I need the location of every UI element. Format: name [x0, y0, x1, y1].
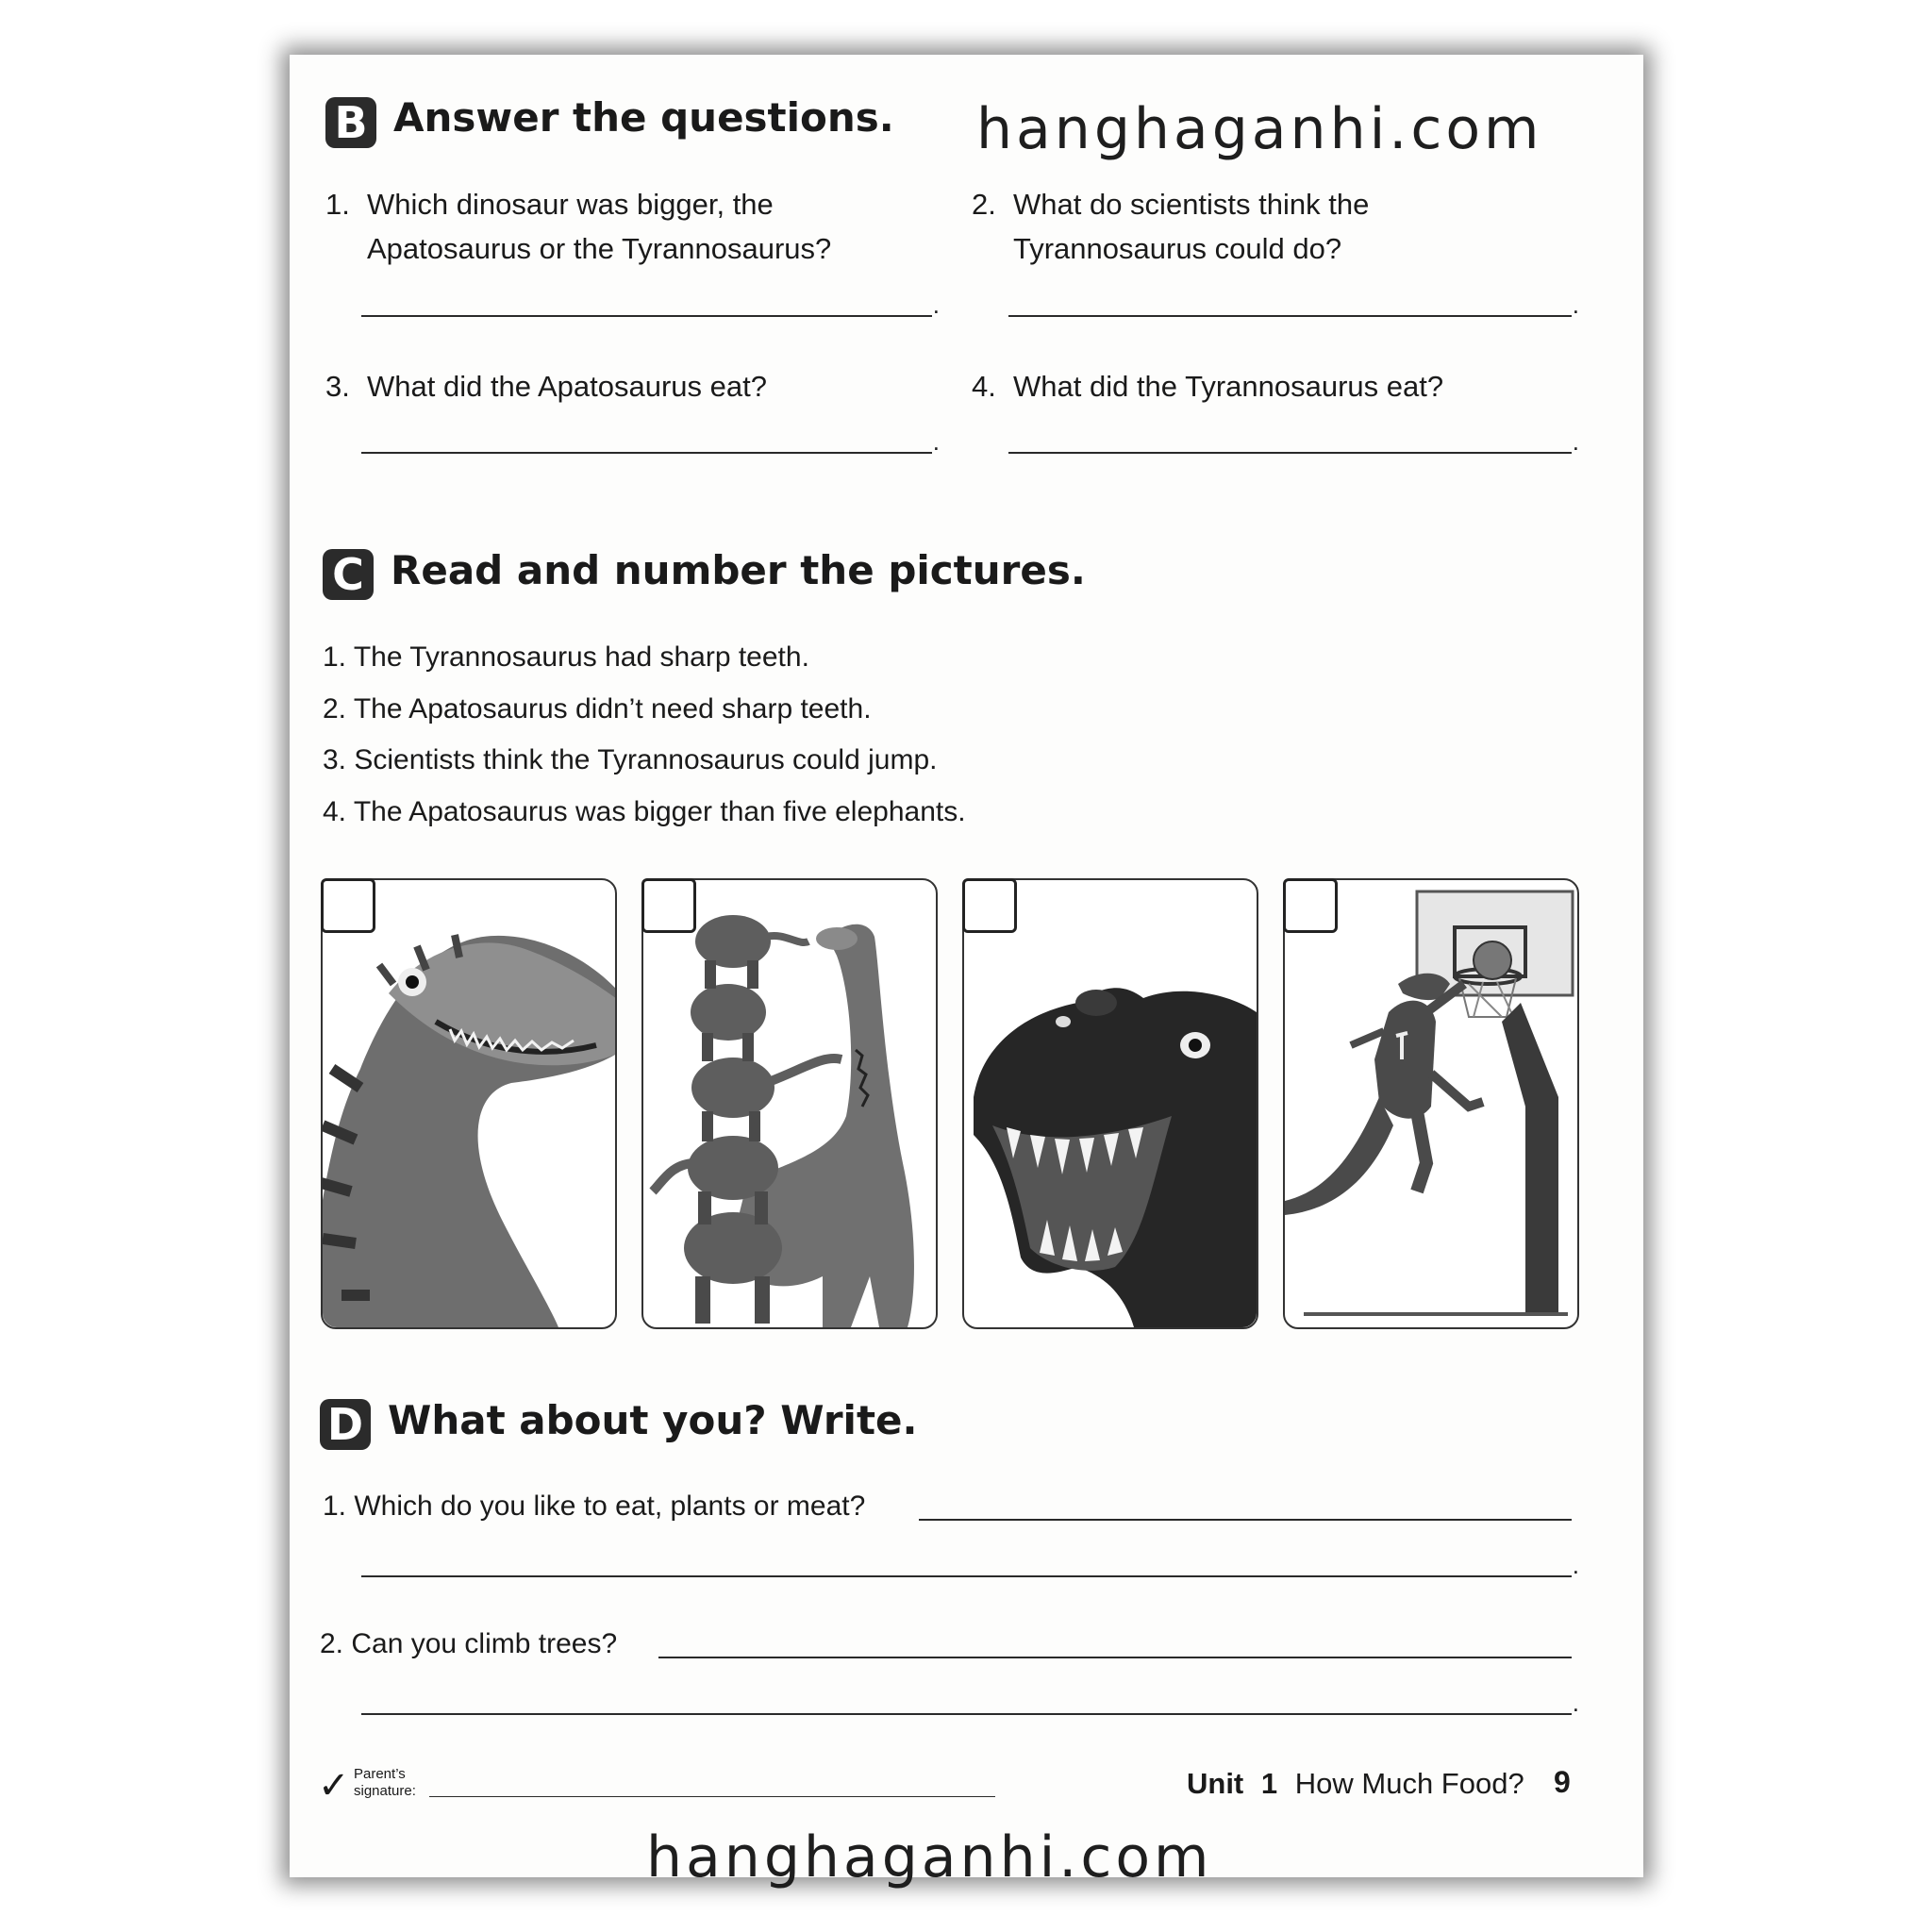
number-box-3[interactable]: [962, 878, 1017, 933]
sentence-c2: 2. The Apatosaurus didn’t need sharp teeth.: [323, 693, 872, 724]
picture-panel-2: [641, 878, 938, 1329]
unit-footer: Unit 1 How Much Food?: [1187, 1767, 1524, 1800]
question-d2: 2. Can you climb trees?: [320, 1628, 618, 1659]
answer-line-b4[interactable]: [1008, 452, 1572, 454]
number-box-1[interactable]: [321, 878, 375, 933]
question-b1: 1. Which dinosaur was bigger, the Apatosaurus or the Tyrannosaurus?: [325, 188, 832, 265]
tyrannosaurus-teeth-image: [964, 880, 1257, 1327]
answer-line-d2b[interactable]: [361, 1713, 1572, 1715]
section-b-title: Answer the questions.: [393, 94, 894, 141]
answer-line-b2[interactable]: [1008, 315, 1572, 317]
section-d-badge: D: [320, 1399, 371, 1450]
answer-line-b3[interactable]: [361, 452, 932, 454]
answer-line-d2a[interactable]: [658, 1657, 1572, 1658]
answer-line-d1b[interactable]: [361, 1575, 1572, 1577]
picture-panel-4: [1283, 878, 1579, 1329]
picture-panel-1: [321, 878, 617, 1329]
watermark-top: hanghaganhi.com: [976, 96, 1543, 162]
signature-label: Parent’s signature:: [354, 1766, 416, 1799]
watermark-bottom: hanghaganhi.com: [646, 1824, 1213, 1890]
section-b-badge: B: [325, 97, 376, 148]
question-b3: 3. What did the Apatosaurus eat?: [325, 370, 767, 403]
answer-line-d1a[interactable]: [919, 1519, 1572, 1521]
section-c-badge: C: [323, 549, 374, 600]
signature-line[interactable]: [429, 1796, 995, 1797]
number-box-4[interactable]: [1283, 878, 1338, 933]
apatosaurus-head-image: [323, 880, 615, 1327]
sentence-c4: 4. The Apatosaurus was bigger than five elephants.: [323, 796, 966, 827]
picture-panel-3: [962, 878, 1258, 1329]
question-b4: 4. What did the Tyrannosaurus eat?: [972, 370, 1444, 403]
answer-line-b1[interactable]: [361, 315, 932, 317]
tyrannosaurus-basketball-image: [1285, 880, 1577, 1327]
section-c-title: Read and number the pictures.: [391, 547, 1086, 593]
worksheet-page: [290, 55, 1643, 1890]
sentence-c3: 3. Scientists think the Tyrannosaurus could jump.: [323, 744, 938, 775]
question-b2: 2. What do scientists think the Tyrannosaurus could do?: [972, 188, 1370, 265]
apatosaurus-elephants-image: [643, 880, 936, 1327]
check-mark-icon: ✓: [318, 1764, 350, 1807]
question-d1: 1. Which do you like to eat, plants or meat?: [323, 1491, 866, 1522]
section-d-title: What about you? Write.: [388, 1397, 918, 1443]
page-number: 9: [1554, 1765, 1571, 1799]
sentence-c1: 1. The Tyrannosaurus had sharp teeth.: [323, 641, 809, 673]
number-box-2[interactable]: [641, 878, 696, 933]
